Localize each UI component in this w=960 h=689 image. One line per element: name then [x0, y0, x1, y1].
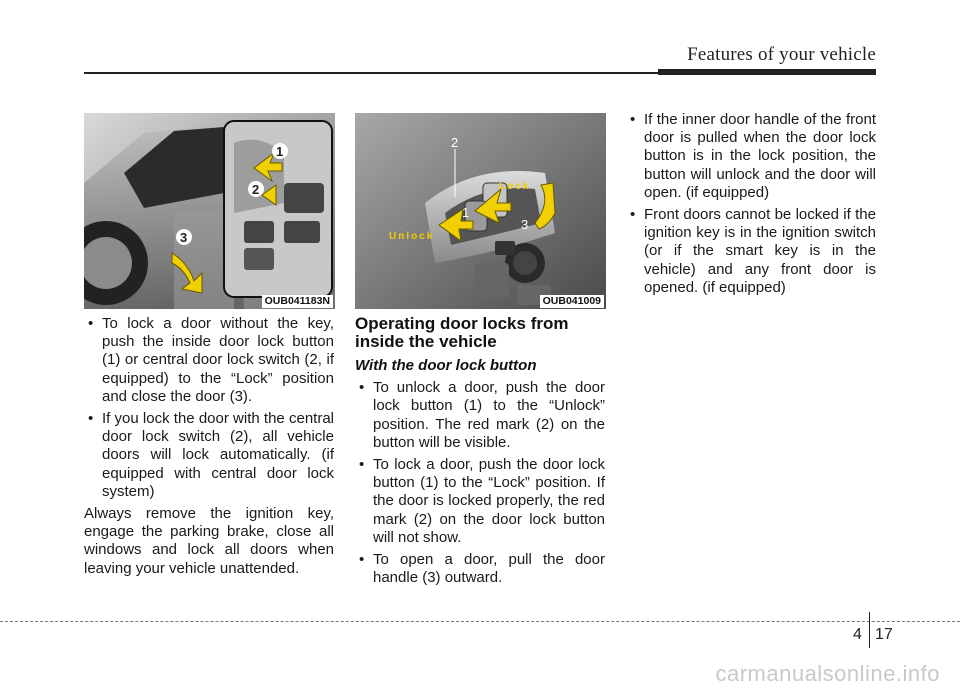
figure2-lock-label: Lock: [499, 181, 531, 192]
warning-paragraph: Always remove the ignition key, engage the parking brake, close all windows and lock all doors when leaving your vehicle unattended.: [84, 505, 334, 577]
page-number-divider: [869, 612, 870, 648]
section-title: Operating door locks from inside the vehicle: [355, 314, 569, 351]
page-number: 17: [875, 626, 893, 643]
figure1-caption: OUB041183N: [262, 295, 333, 308]
figure-illustration: [355, 113, 606, 309]
bullet-item: [84, 315, 334, 406]
figure-illustration: [84, 113, 335, 309]
figure-door-lock-button: [355, 113, 606, 309]
bullet-text: To lock a door, push the door lock button (1) to the “Lock” position. If the door is locked properly, the red mark (2) on the door lock button will not show.: [373, 456, 605, 546]
bullet-marker: •: [359, 456, 365, 474]
footer-rule: [0, 621, 960, 622]
figure2-unlock-label: Unlock: [389, 231, 435, 242]
figure-door-lock-exterior: [84, 113, 335, 309]
figure2-caption: OUB041009: [540, 295, 604, 308]
bullet-marker: •: [88, 315, 94, 332]
bullet-text: If you lock the door with the central door lock switch (2), all vehicle doors will lock automatically. (if equipped with central door lock system): [102, 410, 334, 500]
subsection-title: With the door lock button: [355, 357, 537, 374]
header-rule-accent: [658, 69, 876, 75]
figure1-marker-1: 1: [276, 144, 284, 159]
bullet-item: [355, 456, 605, 547]
watermark: carmanualsonline.info: [715, 661, 940, 686]
figure2-marker-2: 2: [451, 135, 459, 150]
figure2-marker-1: 1: [462, 205, 470, 220]
bullet-marker: •: [88, 410, 94, 428]
bullet-marker: •: [630, 206, 636, 224]
column-left: [84, 315, 334, 578]
bullet-marker: •: [359, 379, 365, 397]
bullet-marker: •: [630, 111, 636, 128]
figure1-marker-3: 3: [180, 230, 188, 245]
bullet-item: [355, 551, 605, 587]
bullet-item: [355, 379, 605, 452]
bullet-item: [626, 111, 876, 202]
bullet-item: [626, 206, 876, 297]
bullet-text: To unlock a door, push the door lock button (1) to the “Unlock” position. The red mark (2) on the button will be visible.: [373, 379, 605, 451]
chapter-number: 4: [853, 626, 862, 643]
bullet-text: To open a door, pull the door handle (3) outward.: [373, 551, 605, 587]
bullet-marker: •: [359, 551, 365, 569]
bullet-text: To lock a door without the key, push the inside door lock button (1) or central door lock switch (2, if equipped) to the “Lock” position and close the door (3).: [102, 315, 334, 405]
bullet-text: Front doors cannot be locked if the ignition key is in the ignition switch (or if the smart key is in the vehicle) and any front door is opened. (if equipped): [644, 206, 876, 296]
page-header-title: Features of your vehicle: [687, 44, 876, 65]
column-middle: [355, 315, 605, 591]
figure1-marker-2: 2: [252, 182, 260, 197]
bullet-item: [84, 410, 334, 501]
figure2-marker-3: 3: [521, 217, 529, 232]
column-right: [626, 111, 876, 301]
bullet-text: If the inner door handle of the front door is pulled when the door lock button is in the lock position, the button will unlock and the door will open. (if equipped): [644, 111, 876, 201]
